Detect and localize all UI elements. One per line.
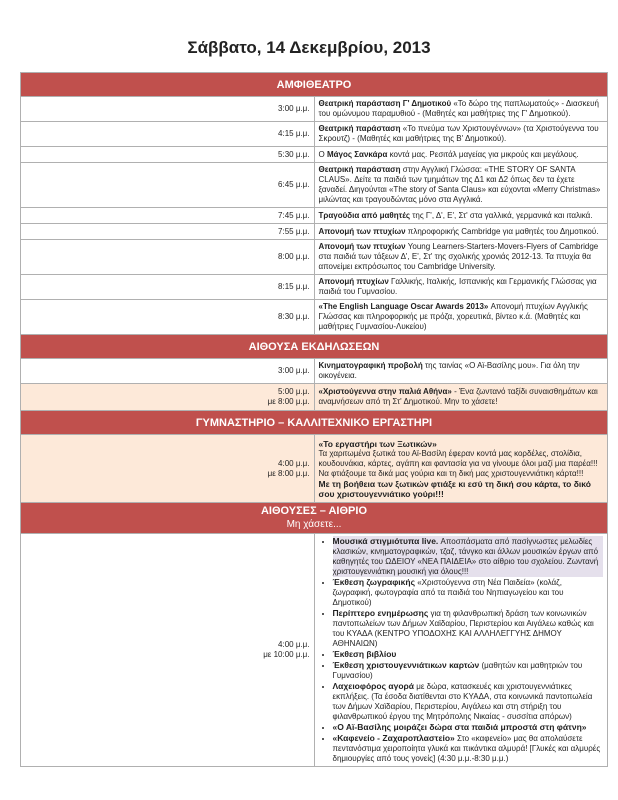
event-title: Μάγος Σανκάρα — [326, 149, 388, 159]
item-description: για τη φιλανθρωπική δράση των κοινωνικών παντοπωλείων των Δήμων Χαϊδαρίου, Περιστερίου και Αιγάλεω καθώς και του ΚΥΑΔΑ (ΚΕΝΤΡΟ ΥΠΟΔΟΧΗΣ ΚΑΙ ΑΛΛΗΛΕΓΓΥΗΣ ΔΗΜΟΥ ΑΘΗΝΑΙΩΝ) — [332, 609, 594, 648]
event-cell — [314, 97, 608, 122]
event-description: Γαλλικής, Ιταλικής, Ισπανικής και Γερμανικής Γλώσσας για παιδιά του Γυμνασίου. — [318, 277, 597, 296]
table-row — [21, 359, 608, 384]
table-row — [21, 224, 608, 240]
section-header-gym — [21, 411, 608, 435]
item-title: Έκθεση βιβλίου — [332, 649, 397, 659]
event-cell — [314, 300, 608, 335]
table-row — [21, 97, 608, 122]
section-subtitle: Μη χάσετε... — [286, 519, 342, 530]
time-cell — [21, 435, 315, 503]
section-title: ΑΙΘΟΥΣΑ ΕΚΔΗΛΩΣΕΩΝ — [21, 335, 608, 359]
table-row — [21, 534, 608, 767]
item-title: «Καφενείο - Ζαχαροπλαστείο» — [332, 733, 455, 743]
item-title: Μουσικά στιγμιότυπα live. — [332, 536, 439, 546]
section-header-halls — [21, 503, 608, 534]
time-cell — [21, 384, 315, 411]
section-title: ΓΥΜΝΑΣΤΗΡΙΟ – ΚΑΛΛΙΤΕΧΝΙΚΟ ΕΡΓΑΣΤΗΡΙ — [21, 411, 608, 435]
event-description: Απονομή πτυχίων Αγγλικής Γλώσσας και πληροφορικής με πρόζα, χορευτικά, βίντεο κ.ά. (Μαθητές και μαθήτριες Γυμνασίου-Λυκείου) — [318, 302, 588, 331]
workshop-line-1: Τα χαριτωμένα ξωτικά του Αϊ-Βασίλη έφεραν κοντά μας κορδέλες, στολίδια, κουδουνάκια, κάρτες, αγάπη και φαντασία για να γίνουμε όλοι μαζί μια παρέα!!! — [318, 448, 598, 468]
list-item — [333, 660, 604, 681]
event-description: της ταινίας «Ο Αϊ-Βασίλης μου». Για όλη την οικογένεια. — [318, 361, 580, 380]
list-item — [333, 649, 604, 660]
time-cell: 5:30 μ.μ. — [21, 147, 315, 163]
item-description: «Χριστούγεννα στη Νέα Παιδεία» (κολάζ, ζωγραφική, φωτογραφία από τα παιδιά του Νηπιαγωγείου και του Δημοτικού) — [332, 578, 564, 607]
time-cell: 3:00 μ.μ. — [21, 359, 315, 384]
time-cell: 8:15 μ.μ. — [21, 275, 315, 300]
item-description: Αποσπάσματα από πασίγνωστες μελωδίες κλασικών, κινηματογραφικών, τζαζ, τάνγκο και άλλων μουσικών έργων από καθηγητές του ΩΔΕΙΟΥ «ΝΕΑ ΠΑΙΔΕΙΑ» στο αίθριο του σχολείου. Ζωντανή χριστουγεννιάτικη μουσική για όλους!!! — [332, 537, 599, 576]
workshop-line-2: Να φτιάξουμε τα δικά μας γούρια και τη δική μας χριστουγεννιάτικη κάρτα!!! — [318, 468, 584, 478]
list-item — [333, 608, 604, 649]
table-row — [21, 240, 608, 275]
list-item — [333, 536, 604, 577]
time-cell: 4:15 μ.μ. — [21, 122, 315, 147]
schedule-table — [20, 72, 608, 767]
event-description: «Το δώρο της παπλωματούς» - Διασκευή του ομώνυμου παραμυθιού - (Μαθητές και μαθήτριες της Γ' Δημοτικού). — [318, 99, 599, 118]
event-title: Θεατρική παράσταση Γ' Δημοτικού — [318, 99, 452, 108]
list-item — [333, 733, 604, 764]
item-description: Στο «καφενείο» μας θα απολαύσετε πεντανόστιμα χειροποίητα γλυκά και πικάντικα αλμυρά! [Γλυκές και αλμυρές δημιουργίες από τους γονείς] (4:30 μ.μ.-8:30 μ.μ.) — [332, 734, 601, 763]
item-title: Έκθεση χριστουγεννιάτικων καρτών — [332, 660, 480, 670]
event-title: «Χριστούγεννα στην παλιά Αθήνα» — [318, 387, 452, 396]
section-title — [21, 503, 608, 534]
event-cell — [314, 224, 608, 240]
page-title: Σάββατο, 14 Δεκεμβρίου, 2013 — [187, 38, 431, 57]
table-row — [21, 384, 608, 411]
event-title: Κινηματογραφική προβολή — [318, 361, 423, 370]
time-cell: 7:45 μ.μ. — [21, 208, 315, 224]
list-item — [333, 722, 604, 733]
event-description: της Γ', Δ', Ε', Στ' στα γαλλικά, γερμανικά και ιταλικά. — [409, 210, 593, 220]
item-title: «Ο Αϊ-Βασίλης μοιράζει δώρα στα παιδιά μπροστά στη φάτνη» — [332, 722, 587, 732]
table-row — [21, 300, 608, 335]
item-title: Περίπτερο ενημέρωσης — [332, 608, 429, 618]
time-end: με 8:00 μ.μ. — [267, 468, 310, 478]
event-cell — [314, 384, 608, 411]
event-description: κοντά μας. Ρεσιτάλ μαγείας για μικρούς και μεγάλους. — [387, 149, 579, 159]
event-title: Θεατρική παράσταση — [318, 124, 401, 133]
section-header-amphitheatre — [21, 73, 608, 97]
event-prefix: Ο — [318, 149, 327, 159]
event-cell — [314, 275, 608, 300]
time-end: με 8:00 μ.μ. — [267, 397, 310, 406]
time-cell: 8:00 μ.μ. — [21, 240, 315, 275]
workshop-line-3: Με τη βοήθεια των ξωτικών φτιάξε κι εσύ τη δική σου κάρτα, το δικό σου χριστουγεννιάτικο γούρι!!! — [318, 478, 591, 499]
event-cell — [314, 163, 608, 208]
event-cell — [314, 240, 608, 275]
time-cell: 8:30 μ.μ. — [21, 300, 315, 335]
item-description: με δώρα, κατασκευές και χριστουγεννιάτικες εκπλήξεις. (Τα έσοδα διατίθενται στο ΚΥΑΔΑ, στα κοινωνικά παντοπωλεία των Δήμων Χαϊδαρίου, Περιστερίου, Αιγάλεω και στη στήριξη του φιλανθρωπικού έργου της Μητρόπολης Νικαίας - συσσίτια απόρων) — [332, 682, 593, 721]
table-row — [21, 122, 608, 147]
list-item — [333, 577, 604, 608]
time-cell: 3:00 μ.μ. — [21, 97, 315, 122]
time-cell — [21, 534, 315, 767]
list-item — [333, 681, 604, 722]
table-row — [21, 435, 608, 503]
item-title: Έκθεση ζωγραφικής — [332, 577, 415, 587]
section-title: ΑΜΦΙΘΕΑΤΡΟ — [21, 73, 608, 97]
event-title: Θεατρική παράσταση — [318, 165, 401, 174]
event-title: Απονομή πτυχίων — [318, 277, 389, 286]
time-end: με 10:00 μ.μ. — [263, 650, 310, 659]
event-title: Τραγούδια από μαθητές — [318, 210, 410, 220]
time-cell: 6:45 μ.μ. — [21, 163, 315, 208]
event-cell — [314, 435, 608, 503]
event-title: «The English Language Oscar Awards 2013» — [318, 302, 489, 311]
event-cell — [314, 147, 608, 163]
workshop-title: «Το εργαστήρι των Ξωτικών» — [318, 438, 437, 449]
table-row — [21, 147, 608, 163]
time-start: 4:00 μ.μ. — [278, 458, 310, 468]
item-description: (μαθητών και μαθητριών του Γυμνασίου) — [332, 661, 583, 680]
table-row — [21, 275, 608, 300]
halls-list — [319, 536, 604, 764]
event-title: Απονομή των πτυχίων — [318, 226, 406, 236]
event-description: στην Αγγλική Γλώσσα: «THE STORY OF SANTA CLAUS». Δείτε τα παιδιά των τμημάτων της Δ1 και Δ2 όπως δεν τα έχετε ξαναδεί. Διηγούνται «The story of Santa Claus» και εύχονται «Merry Christmas» μιλώντας και τραγουδώντας μόνο στα Αγγλικά. — [318, 165, 601, 204]
section-title-text: ΑΙΘΟΥΣΕΣ – ΑΙΘΡΙΟ — [260, 505, 367, 517]
time-start: 4:00 μ.μ. — [278, 640, 310, 649]
section-header-events-hall — [21, 335, 608, 359]
event-title: Απονομή των πτυχίων — [318, 242, 406, 251]
event-description: Young Learners-Starters-Movers-Flyers of Cambridge στα παιδιά των τάξεων Δ', Ε', Στ' της σχολικής χρονιάς 2012-13. Τα πτυχία θα απονείμει εκπρόσωπος του Cambridge University. — [318, 242, 599, 271]
event-description: πληροφορικής Cambridge για μαθητές του Δημοτικού. — [405, 226, 599, 236]
event-cell — [314, 359, 608, 384]
table-row — [21, 208, 608, 224]
event-description: «Το πνεύμα των Χριστουγέννων» (τα Χριστούγεννα του Σκρουτζ) - (Μαθητές και μαθήτριες της Β' Δημοτικού). — [318, 124, 599, 143]
event-cell — [314, 534, 608, 767]
table-row — [21, 163, 608, 208]
time-cell: 7:55 μ.μ. — [21, 224, 315, 240]
item-title: Λαχειοφόρος αγορά — [332, 681, 415, 691]
event-description: - Ένα ζωντανό ταξίδι συναισθημάτων και αναμνήσεων από τη Στ' Δημοτικού. Μην το χάσετε! — [318, 387, 598, 406]
event-cell — [314, 122, 608, 147]
time-start: 5:00 μ.μ. — [278, 387, 310, 396]
event-cell — [314, 208, 608, 224]
